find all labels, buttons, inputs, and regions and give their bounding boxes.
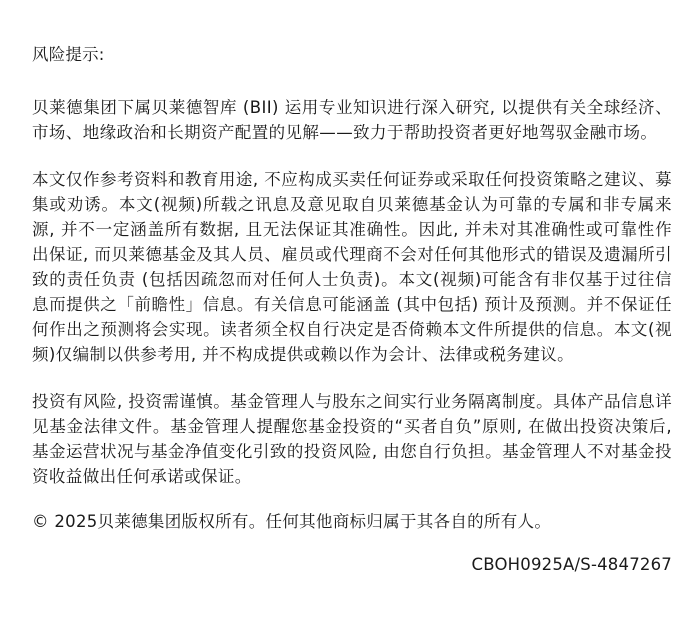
risk-disclosure-document bbox=[32, 45, 672, 576]
investment-risk-paragraph: 投资有风险, 投资需谨慎。基金管理人与股东之间实行业务隔离制度。具体产品信息详见基金法律文件。基金管理人提醒您基金投资的“买者自负”原则, 在做出投资决策后, 基金运营状况与基金净值变化引致的投资风险, 由您自行负担。基金管理人不对基金投资收益做出任何承诺或保证。 bbox=[32, 392, 672, 486]
disclaimer-paragraph: 本文仅作参考资料和教育用途, 不应构成买卖任何证券或采取任何投资策略之建议、募集或劝诱。本文(视频)所载之讯息及意见取自贝莱德基金认为可靠的专属和非专属来源, 并不一定涵盖所有数据, 且无法保证其准确性。因此, 并未对其准确性或可靠性作出保证, 而贝莱德基金及其人员、雇员或代理商不会对任何其他形式的错误及遗漏所引致的责任负责 (包括因疏忽而对任何人士负责)。本文(视频)可能含有非仅基于过往信息而提供之「前瞻性」信息。有关信息可能涵盖 (其中包括) 预计及预测。并不保证任何作出之预测将会实现。读者须全权自行决定是否倚赖本文件所提供的信息。本文(视频)仅编制以供参考用, 并不构成提供或赖以作为会计、法律或税务建议。 bbox=[32, 170, 672, 364]
document-code: CBOH0925A/S-4847267 bbox=[471, 555, 672, 574]
copyright-notice: © 2025贝莱德集团版权所有。任何其他商标归属于其各自的所有人。 bbox=[32, 512, 552, 531]
bii-intro-paragraph: 贝莱德集团下属贝莱德智库 (BII) 运用专业知识进行深入研究, 以提供有关全球经济、市场、地缘政治和长期资产配置的见解——致力于帮助投资者更好地驾驭金融市场。 bbox=[32, 98, 672, 142]
risk-warning-heading: 风险提示: bbox=[32, 45, 105, 64]
